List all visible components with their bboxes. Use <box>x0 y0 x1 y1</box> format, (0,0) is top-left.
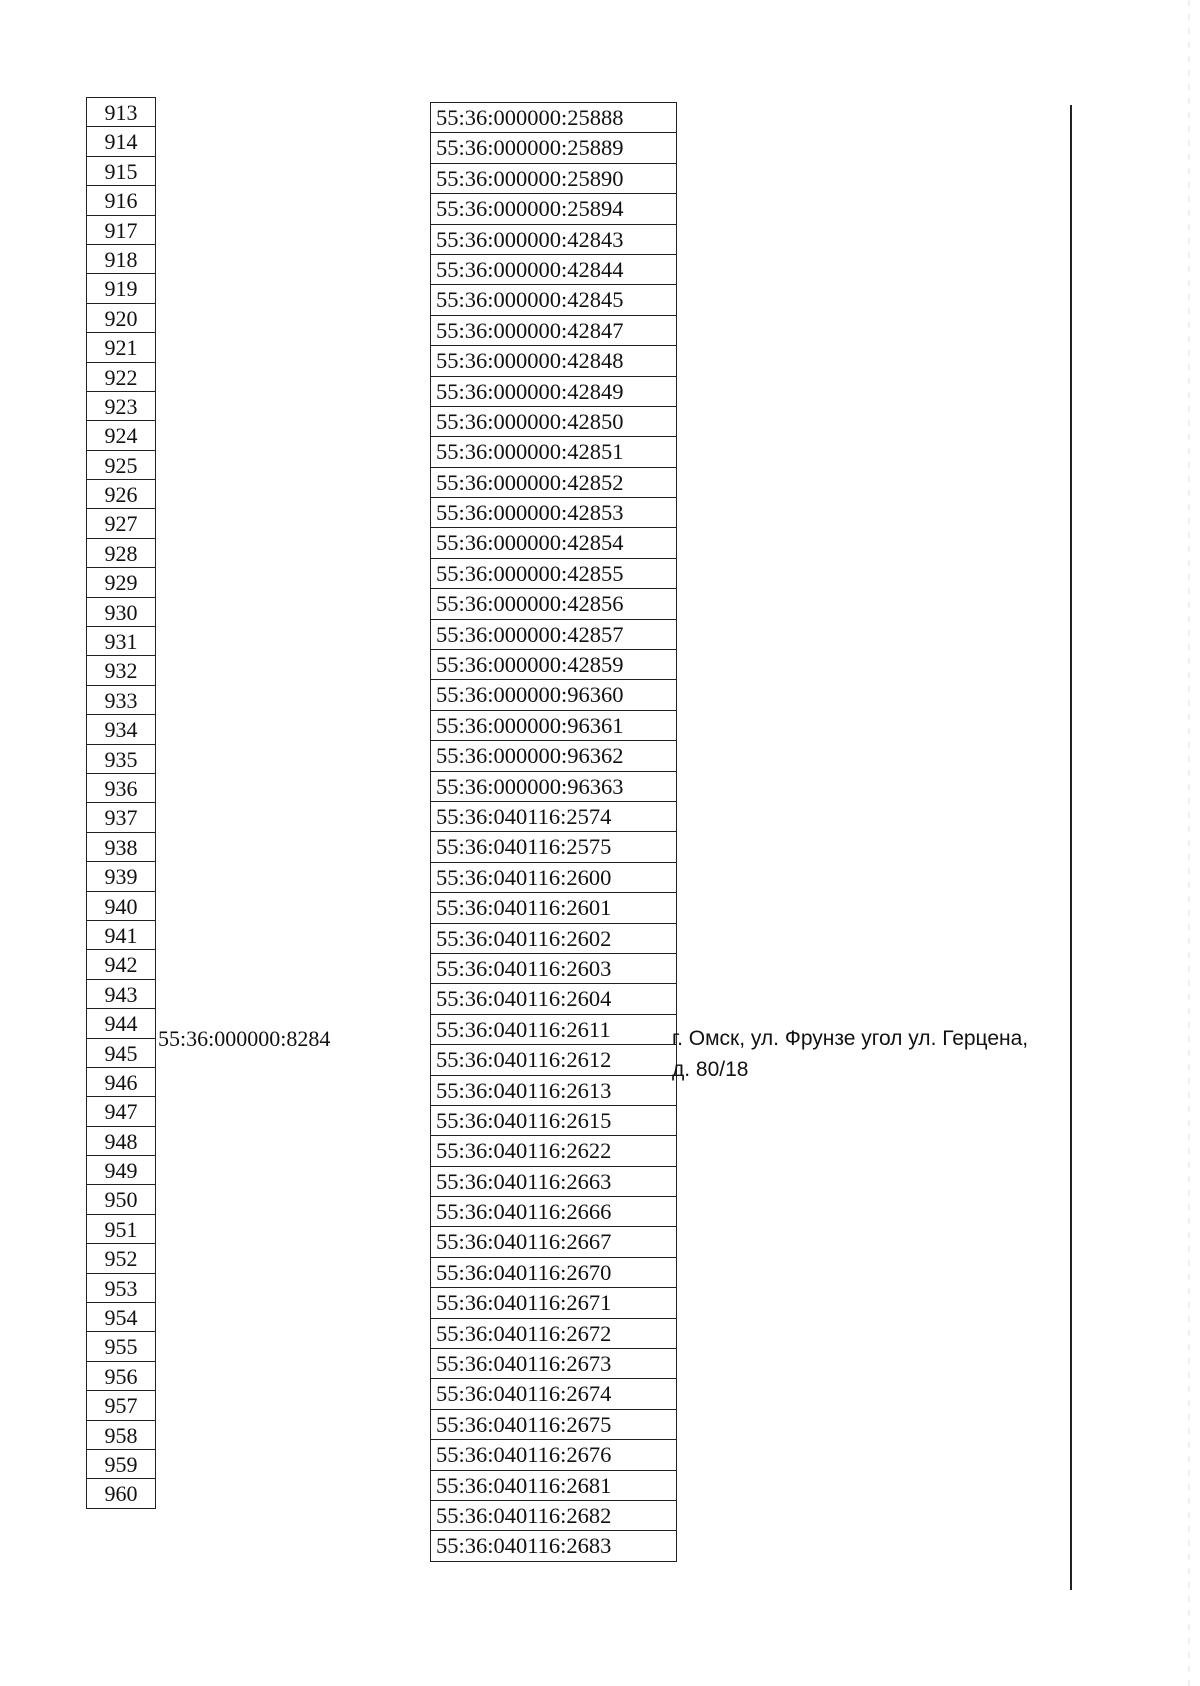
cadastral-number-cell: 55:36:040116:2602 <box>431 924 676 954</box>
cadastral-number-cell: 55:36:000000:42843 <box>431 225 676 255</box>
row-number-cell: 920 <box>87 304 155 333</box>
cadastral-number-cell: 55:36:000000:25888 <box>431 103 676 133</box>
row-number-cell: 957 <box>87 1391 155 1420</box>
cadastral-number-cell: 55:36:000000:42855 <box>431 559 676 589</box>
row-number-cell: 938 <box>87 833 155 862</box>
cadastral-number-cell: 55:36:040116:2611 <box>431 1015 676 1045</box>
cadastral-number-cell: 55:36:000000:42850 <box>431 407 676 437</box>
row-number-cell: 953 <box>87 1274 155 1303</box>
row-number-cell: 919 <box>87 274 155 303</box>
row-number-cell: 951 <box>87 1215 155 1244</box>
row-number-cell: 955 <box>87 1332 155 1361</box>
row-number-cell: 918 <box>87 245 155 274</box>
row-number-cell: 915 <box>87 157 155 186</box>
cadastral-number-cell: 55:36:000000:42856 <box>431 589 676 619</box>
cadastral-number-cell: 55:36:000000:42852 <box>431 468 676 498</box>
cadastral-number-cell: 55:36:040116:2673 <box>431 1349 676 1379</box>
row-number-cell: 942 <box>87 950 155 979</box>
cadastral-number-cell: 55:36:000000:42847 <box>431 316 676 346</box>
address-line-2: д. 80/18 <box>672 1058 749 1081</box>
cadastral-number-cell: 55:36:000000:25889 <box>431 133 676 163</box>
cadastral-number-cell: 55:36:040116:2674 <box>431 1379 676 1409</box>
shared-cadastral-id: 55:36:000000:8284 <box>158 1026 331 1051</box>
row-number-cell: 921 <box>87 333 155 362</box>
row-number-cell: 916 <box>87 186 155 215</box>
cadastral-number-cell: 55:36:040116:2613 <box>431 1076 676 1106</box>
cadastral-number-cell: 55:36:040116:2663 <box>431 1167 676 1197</box>
cadastral-number-cell: 55:36:040116:2683 <box>431 1531 676 1561</box>
cadastral-number-cell: 55:36:040116:2666 <box>431 1197 676 1227</box>
row-number-cell: 936 <box>87 774 155 803</box>
row-number-cell: 913 <box>87 98 155 127</box>
row-number-cell: 935 <box>87 745 155 774</box>
row-number-cell: 950 <box>87 1185 155 1214</box>
cadastral-number-cell: 55:36:000000:96361 <box>431 711 676 741</box>
row-number-cell: 952 <box>87 1244 155 1273</box>
cadastral-number-cell: 55:36:040116:2600 <box>431 863 676 893</box>
cadastral-number-cell: 55:36:040116:2575 <box>431 832 676 862</box>
cadastral-number-cell: 55:36:000000:42859 <box>431 650 676 680</box>
cadastral-number-cell: 55:36:000000:42854 <box>431 528 676 558</box>
cadastral-number-cell: 55:36:040116:2671 <box>431 1288 676 1318</box>
row-number-cell: 941 <box>87 921 155 950</box>
row-number-cell: 917 <box>87 216 155 245</box>
cadastral-number-cell: 55:36:040116:2574 <box>431 802 676 832</box>
address-block <box>672 1023 1072 1085</box>
cadastral-number-cell: 55:36:040116:2675 <box>431 1410 676 1440</box>
row-number-cell: 934 <box>87 715 155 744</box>
row-number-cell: 937 <box>87 803 155 832</box>
row-number-cell: 925 <box>87 451 155 480</box>
row-number-cell: 924 <box>87 421 155 450</box>
row-number-cell: 932 <box>87 656 155 685</box>
cadastral-number-cell: 55:36:000000:42844 <box>431 255 676 285</box>
row-number-cell: 956 <box>87 1362 155 1391</box>
scan-edge <box>1188 0 1190 1686</box>
row-number-cell: 930 <box>87 598 155 627</box>
row-number-cell: 939 <box>87 862 155 891</box>
row-number-cell: 954 <box>87 1303 155 1332</box>
cadastral-number-cell: 55:36:040116:2612 <box>431 1045 676 1075</box>
cadastral-number-cell: 55:36:000000:42845 <box>431 285 676 315</box>
cadastral-number-cell: 55:36:000000:42851 <box>431 437 676 467</box>
cadastral-number-cell: 55:36:000000:42853 <box>431 498 676 528</box>
row-number-cell: 949 <box>87 1156 155 1185</box>
cadastral-number-cell: 55:36:040116:2676 <box>431 1440 676 1470</box>
row-number-cell: 914 <box>87 127 155 156</box>
cadastral-number-cell: 55:36:000000:96362 <box>431 741 676 771</box>
row-number-cell: 944 <box>87 1009 155 1038</box>
address-line-1: г. Омск, ул. Фрунзе угол ул. Герцена, <box>672 1027 1029 1050</box>
row-number-cell: 958 <box>87 1421 155 1450</box>
row-number-cell: 940 <box>87 892 155 921</box>
cadastral-number-cell: 55:36:000000:42848 <box>431 346 676 376</box>
cadastral-number-cell: 55:36:040116:2622 <box>431 1136 676 1166</box>
right-border-line <box>1070 105 1072 1590</box>
row-number-cell: 922 <box>87 363 155 392</box>
cadastral-number-cell: 55:36:040116:2615 <box>431 1106 676 1136</box>
row-number-cell: 931 <box>87 627 155 656</box>
row-number-cell: 927 <box>87 509 155 538</box>
cadastral-number-cell: 55:36:000000:25894 <box>431 194 676 224</box>
row-number-cell: 960 <box>87 1479 155 1508</box>
row-number-cell: 943 <box>87 980 155 1009</box>
cadastral-number-cell: 55:36:040116:2667 <box>431 1227 676 1257</box>
row-number-cell: 926 <box>87 480 155 509</box>
cadastral-number-cell: 55:36:040116:2672 <box>431 1319 676 1349</box>
row-number-cell: 923 <box>87 392 155 421</box>
cadastral-number-column <box>430 102 677 1562</box>
row-number-cell: 947 <box>87 1097 155 1126</box>
cadastral-number-cell: 55:36:040116:2682 <box>431 1501 676 1531</box>
cadastral-number-cell: 55:36:000000:42849 <box>431 377 676 407</box>
row-number-cell: 928 <box>87 539 155 568</box>
cadastral-number-cell: 55:36:040116:2601 <box>431 893 676 923</box>
cadastral-number-cell: 55:36:040116:2604 <box>431 984 676 1014</box>
cadastral-number-cell: 55:36:040116:2670 <box>431 1258 676 1288</box>
cadastral-number-cell: 55:36:000000:96360 <box>431 680 676 710</box>
row-number-cell: 945 <box>87 1039 155 1068</box>
row-number-cell: 933 <box>87 686 155 715</box>
row-number-column <box>86 97 156 1509</box>
cadastral-number-cell: 55:36:040116:2681 <box>431 1471 676 1501</box>
row-number-cell: 959 <box>87 1450 155 1479</box>
cadastral-number-cell: 55:36:000000:96363 <box>431 772 676 802</box>
row-number-cell: 946 <box>87 1068 155 1097</box>
cadastral-number-cell: 55:36:000000:42857 <box>431 620 676 650</box>
row-number-cell: 948 <box>87 1127 155 1156</box>
cadastral-number-cell: 55:36:040116:2603 <box>431 954 676 984</box>
row-number-cell: 929 <box>87 568 155 597</box>
cadastral-number-cell: 55:36:000000:25890 <box>431 164 676 194</box>
